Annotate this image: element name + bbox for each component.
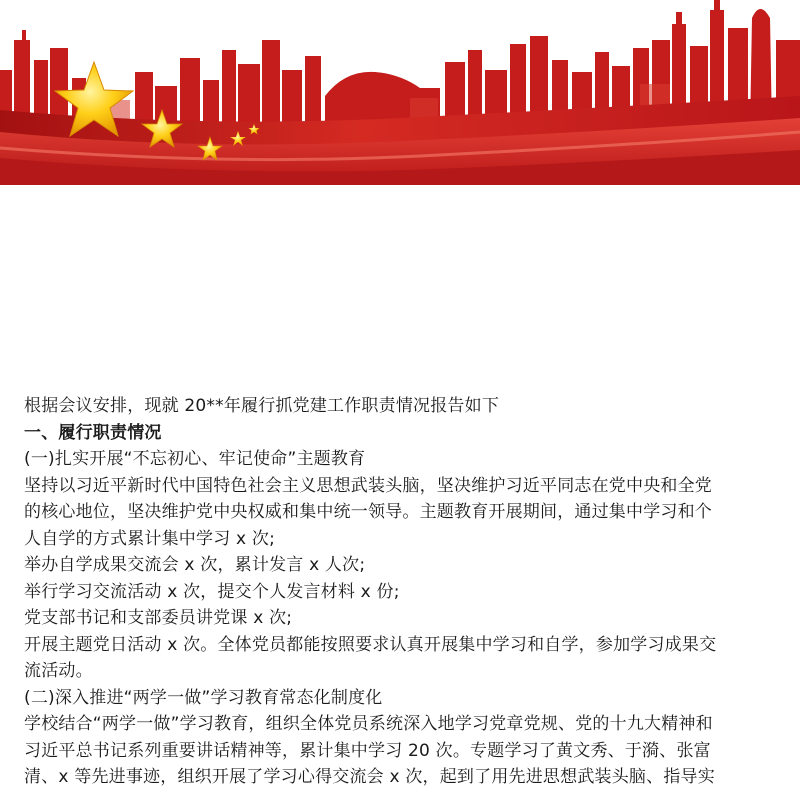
paragraph-line: 举办自学成果交流会 x 次，累计发言 x 人次; — [24, 555, 366, 575]
paragraph-line: 坚持以习近平新时代中国特色社会主义思想武装头脑，坚决维护习近平同志在党中央和全党 — [24, 475, 712, 496]
paragraph-line: 人自学的方式累计集中学习 x 次; — [24, 528, 275, 549]
paragraph-line: 流活动。 — [24, 661, 93, 681]
paragraph-line: 习近平总书记系列重要讲话精神等，累计集中学习 20 次。专题学习了黄文秀、于漪、张富 — [24, 740, 711, 761]
paragraph-line: 学校结合“两学一做”学习教育，组织全体党员系统深入地学习党章党规、党的十九大精神和 — [24, 714, 713, 734]
paragraph-line: 清、x 等先进事迹，组织开展了学习心得交流会 x 次，起到了用先进思想武装头脑、指导实 — [24, 767, 715, 787]
paragraph-line: 的核心地位，坚决维护党中央权威和集中统一领导。主题教育开展期间，通过集中学习和个 — [24, 502, 712, 522]
paragraph-line: (一)扎实开展“不忘初心、牢记使命”主题教育 — [24, 449, 366, 469]
paragraph-line: 党支部书记和支部委员讲党课 x 次; — [24, 608, 293, 628]
paragraph-line: (二)深入推进“两学一做”学习教育常态化制度化 — [24, 687, 383, 708]
section-heading: 一、履行职责情况 — [24, 422, 162, 443]
paragraph-line: 根据会议安排，现就 20**年履行抓党建工作职责情况报告如下 — [24, 396, 500, 416]
header-banner — [0, 0, 800, 185]
report-body — [24, 393, 780, 791]
banner-graphic — [0, 0, 800, 185]
paragraph-line: 开展主题党日活动 x 次。全体党员都能按照要求认真开展集中学习和自学，参加学习成果交 — [24, 634, 717, 655]
paragraph-line: 举行学习交流活动 x 次，提交个人发言材料 x 份; — [24, 581, 400, 602]
